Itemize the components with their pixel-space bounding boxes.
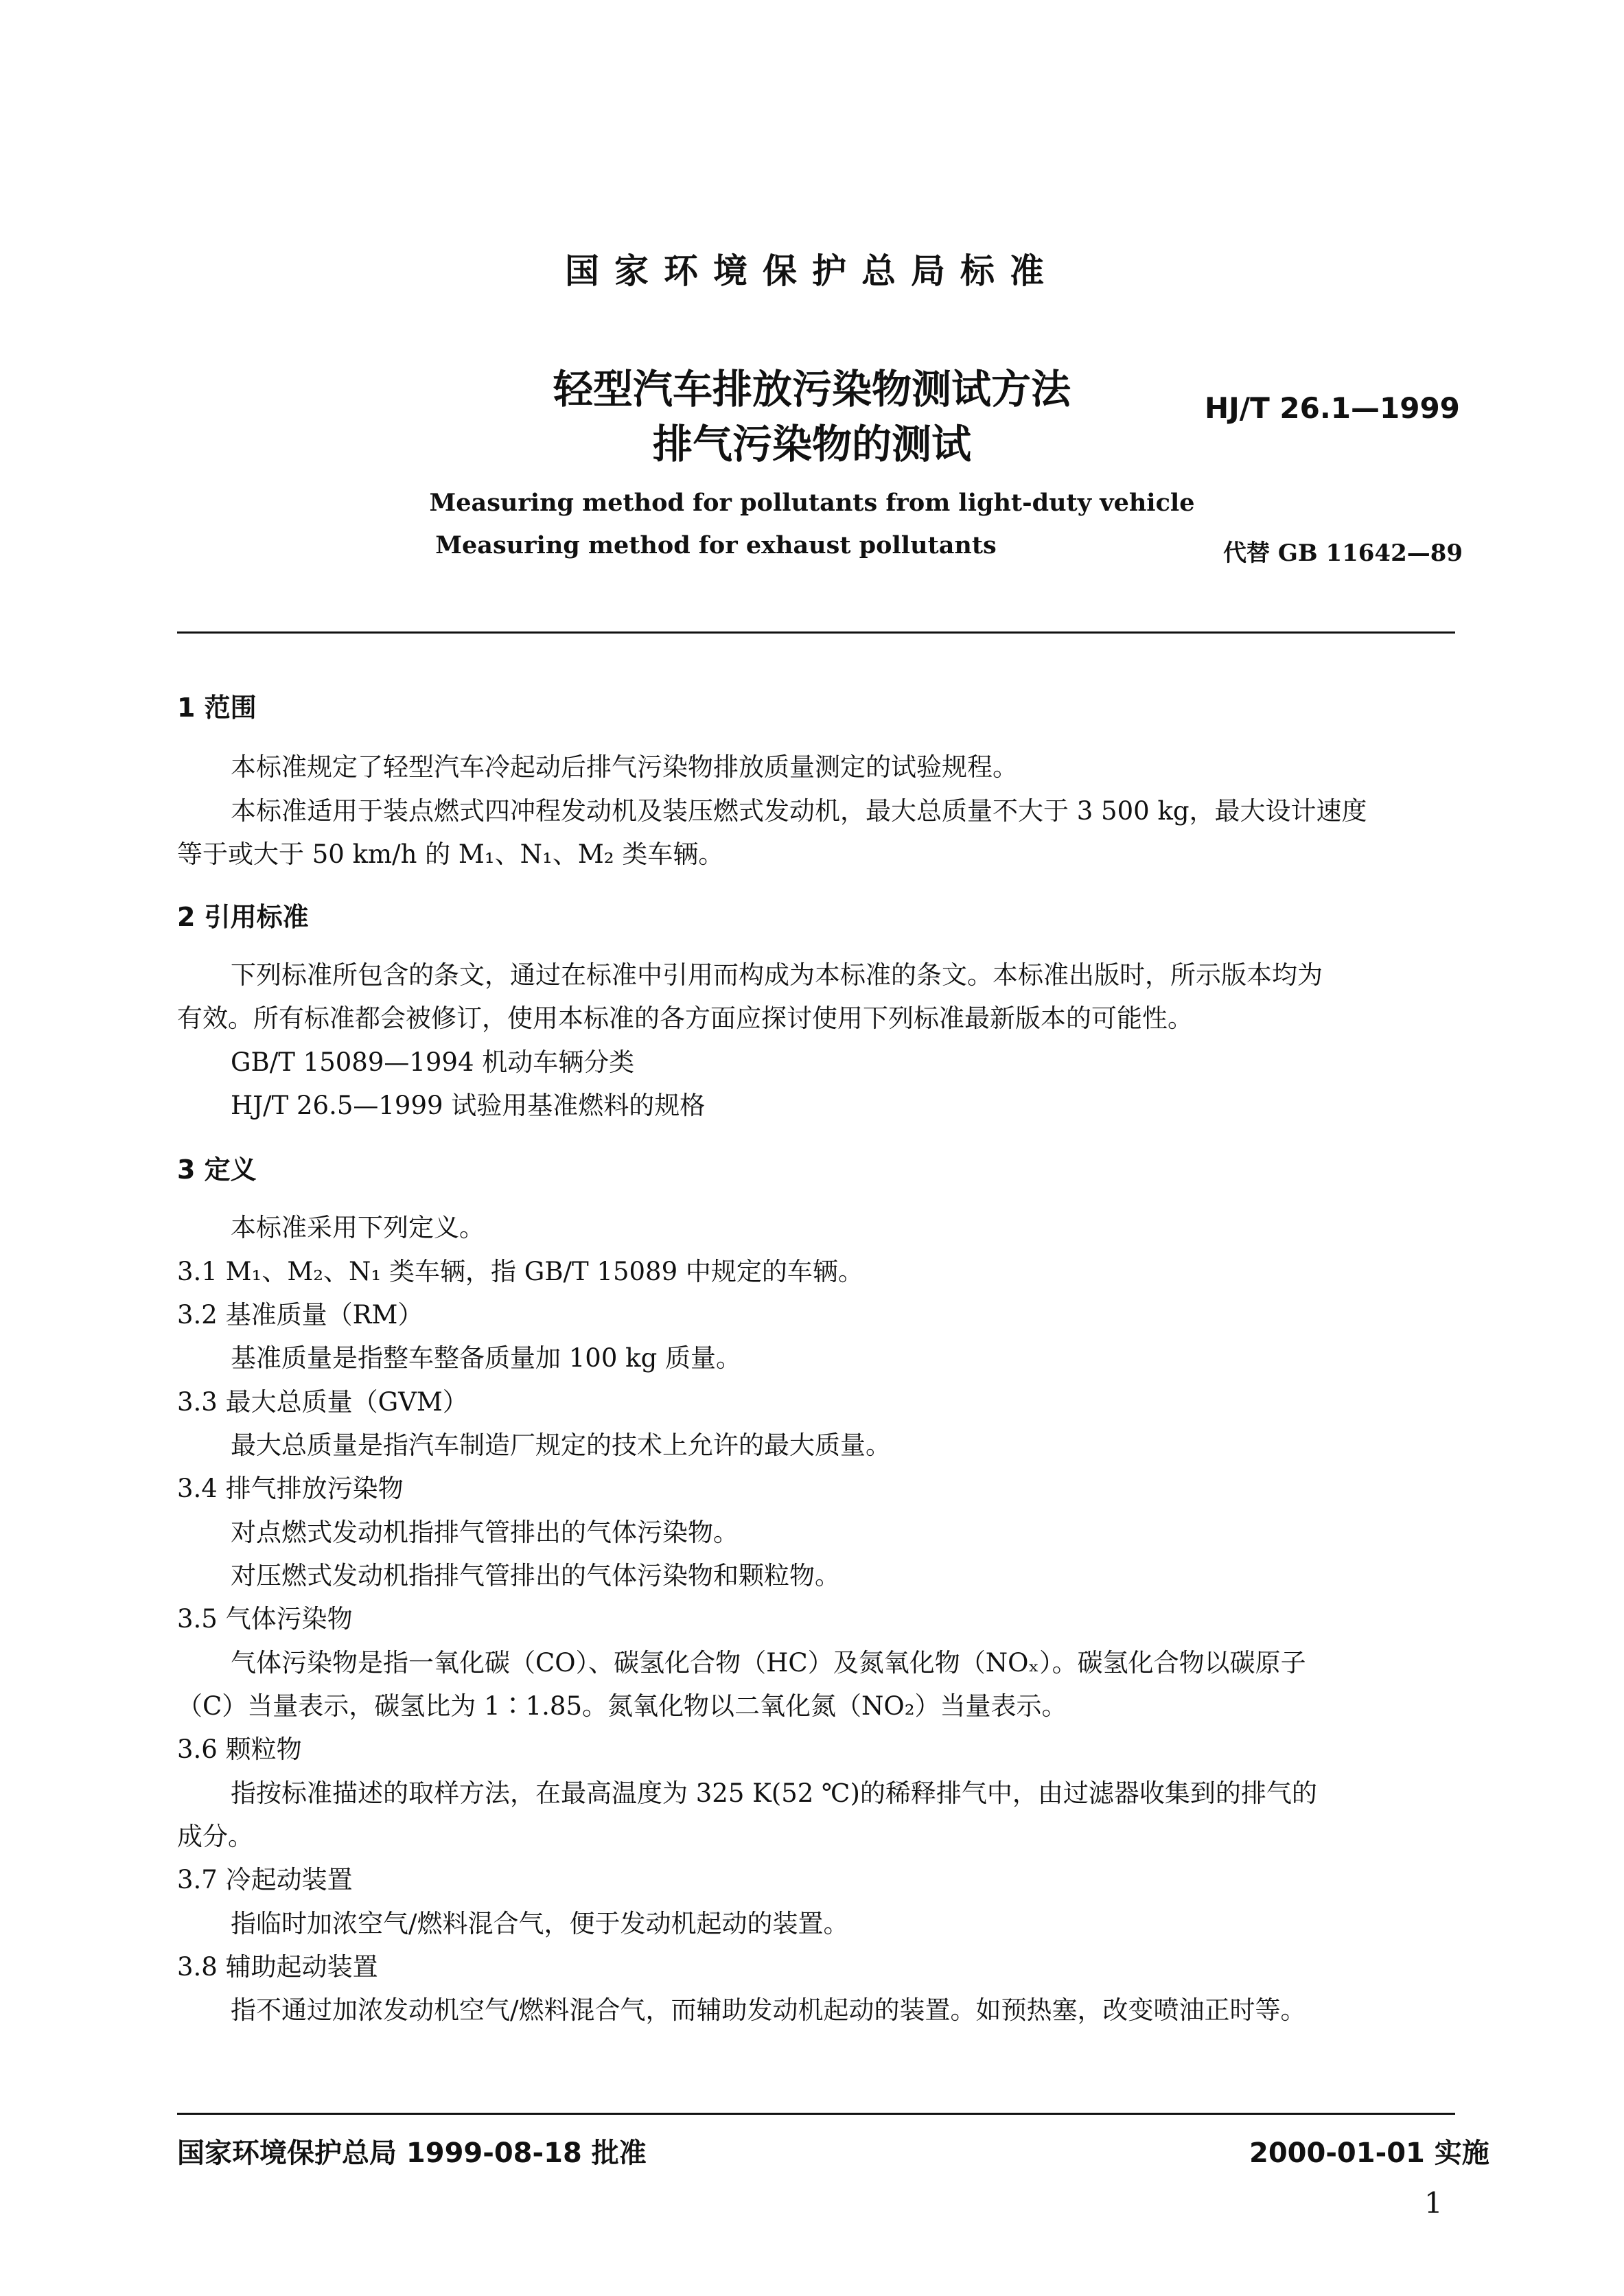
definition-3-4-text-1: 对点燃式发动机指排气管排出的气体污染物。 bbox=[231, 1518, 739, 1547]
definition-3-6-text-2: 成分。 bbox=[177, 1822, 253, 1851]
reference-1: GB/T 15089—1994 机动车辆分类 bbox=[231, 1047, 635, 1077]
english-title-line2: Measuring method for exhaust pollutants bbox=[435, 531, 997, 559]
english-title-line1: Measuring method for pollutants from light-duty vehicle bbox=[429, 489, 1195, 517]
replaces-standard: 代替 GB 11642—89 bbox=[1223, 540, 1463, 567]
section-1-paragraph-1: 本标准规定了轻型汽车冷起动后排气污染物排放质量测定的试验规程。 bbox=[231, 752, 1018, 782]
header-divider bbox=[177, 631, 1455, 634]
footer-divider bbox=[177, 2113, 1455, 2115]
section-1-paragraph-2a: 本标准适用于装点燃式四冲程发动机及装压燃式发动机，最大总质量不大于 3 500 kg，最大设计速度 bbox=[231, 796, 1367, 826]
definition-3-5-text-2: （C）当量表示，碳氢比为 1∶1.85。氮氧化物以二氧化氮（NO₂）当量表示。 bbox=[177, 1691, 1067, 1721]
definition-3-2-heading: 3.2 基准质量（RM） bbox=[177, 1300, 424, 1330]
section-2-paragraph-1b: 有效。所有标准都会被修订，使用本标准的各方面应探讨使用下列标准最新版本的可能性。 bbox=[177, 1004, 1193, 1033]
section-2-heading: 2 引用标准 bbox=[177, 902, 309, 932]
document-title-line2: 排气污染物的测试 bbox=[652, 421, 971, 467]
definition-3-7-text: 指临时加浓空气/燃料混合气，便于发动机起动的装置。 bbox=[231, 1909, 849, 1938]
section-1-paragraph-2b: 等于或大于 50 km/h 的 M₁、N₁、M₂ 类车辆。 bbox=[177, 839, 724, 869]
effective-date: 2000-01-01 实施 bbox=[1249, 2137, 1489, 2169]
definition-3-7-heading: 3.7 冷起动装置 bbox=[177, 1865, 353, 1894]
definition-3-1: 3.1 M₁、M₂、N₁ 类车辆，指 GB/T 15089 中规定的车辆。 bbox=[177, 1257, 863, 1286]
issuing-organization: 国家环境保护总局标准 bbox=[565, 251, 1059, 291]
reference-2: HJ/T 26.5—1999 试验用基准燃料的规格 bbox=[231, 1091, 706, 1120]
section-2-paragraph-1a: 下列标准所包含的条文，通过在标准中引用而构成为本标准的条文。本标准出版时，所示版本均为 bbox=[231, 960, 1323, 990]
definition-3-2-text: 基准质量是指整车整备质量加 100 kg 质量。 bbox=[231, 1343, 742, 1373]
definition-3-5-heading: 3.5 气体污染物 bbox=[177, 1604, 353, 1634]
definition-3-3-text: 最大总质量是指汽车制造厂规定的技术上允许的最大质量。 bbox=[231, 1430, 891, 1460]
approval-statement: 国家环境保护总局 1999-08-18 批准 bbox=[177, 2137, 647, 2169]
section-3-heading: 3 定义 bbox=[177, 1155, 257, 1185]
definition-3-3-heading: 3.3 最大总质量（GVM） bbox=[177, 1387, 468, 1417]
page-number: 1 bbox=[1424, 2186, 1443, 2220]
definition-3-6-text-1: 指按标准描述的取样方法，在最高温度为 325 K(52 ℃)的稀释排气中，由过滤器收集到的排气的 bbox=[231, 1778, 1317, 1808]
definition-3-6-heading: 3.6 颗粒物 bbox=[177, 1735, 302, 1764]
definition-3-4-heading: 3.4 排气排放污染物 bbox=[177, 1474, 404, 1503]
section-3-intro: 本标准采用下列定义。 bbox=[231, 1213, 485, 1242]
definition-3-8-heading: 3.8 辅助起动装置 bbox=[177, 1952, 378, 1982]
document-title-line1: 轻型汽车排放污染物测试方法 bbox=[553, 366, 1071, 413]
section-1-heading: 1 范围 bbox=[177, 693, 257, 723]
definition-3-8-text: 指不通过加浓发动机空气/燃料混合气，而辅助发动机起动的装置。如预热塞，改变喷油正时等。 bbox=[231, 1995, 1306, 2025]
standard-number: HJ/T 26.1—1999 bbox=[1205, 391, 1460, 425]
definition-3-4-text-2: 对压燃式发动机指排气管排出的气体污染物和颗粒物。 bbox=[231, 1561, 840, 1590]
definition-3-5-text-1: 气体污染物是指一氧化碳（CO）、碳氢化合物（HC）及氮氧化物（NOₓ）。碳氢化合物以碳原子 bbox=[231, 1648, 1306, 1678]
